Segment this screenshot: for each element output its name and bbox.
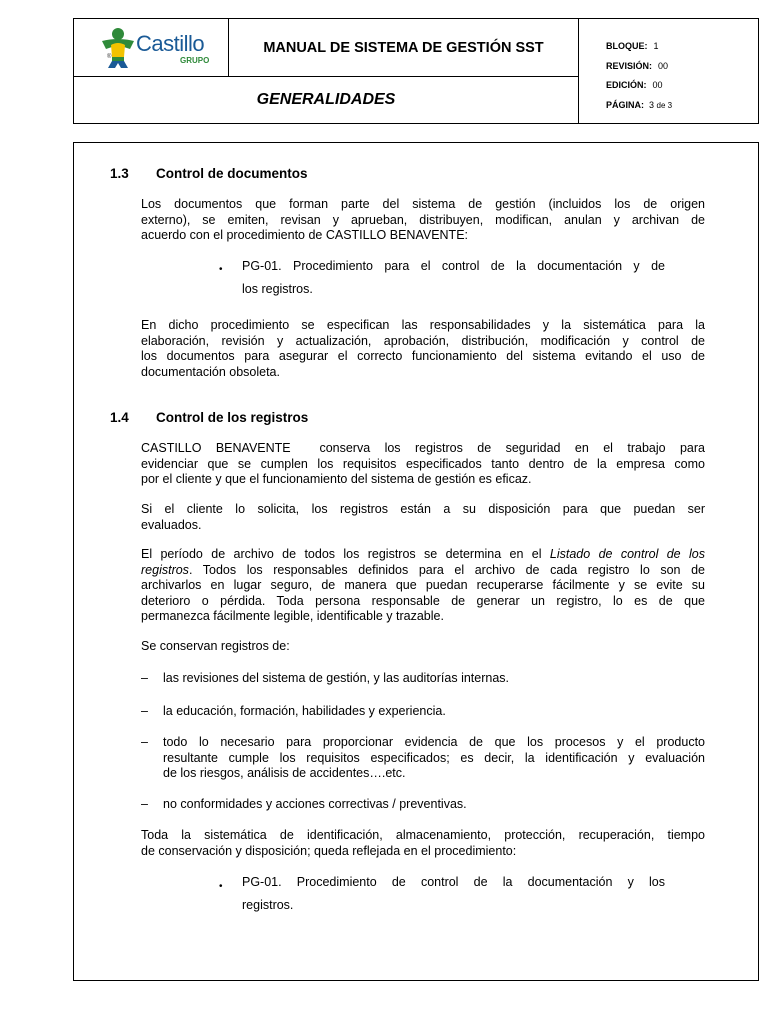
section-1-4-paragraph-2: Si el cliente lo solicita, los registros están a su disposición para que puedan ser evaluados. bbox=[141, 502, 705, 532]
castillo-logo bbox=[98, 27, 213, 71]
bullet-marker: • bbox=[219, 264, 223, 275]
section-heading-1-3: 1.3 Control de documentos bbox=[110, 166, 308, 181]
section-1-3-paragraph-2: En dicho procedimiento se especifican las responsabilidades y la sistemática para la elaboración, revisión y actualización, aprobación, distribución, modificación y control de los documentos para asegurar el correcto funcionamiento del sistema evitando el uso de documentación obsoleta. bbox=[141, 318, 705, 379]
manual-subtitle: GENERALIDADES bbox=[74, 77, 579, 123]
section-1-4-paragraph-1: CASTILLO BENAVENTE conserva los registros de seguridad en el trabajo para evidenciar que se cumplen los requisitos especificados tanto dentro de la empresa como por el cliente y que el funcionamiento del sistema de gestión es eficaz. bbox=[141, 441, 705, 486]
logo-text: Castillo bbox=[136, 31, 205, 56]
dash-marker: – bbox=[141, 671, 148, 685]
dash-marker: – bbox=[141, 797, 148, 811]
dash-marker: – bbox=[141, 735, 148, 749]
document-header bbox=[73, 18, 759, 124]
dash-item-3: todo lo necesario para proporcionar evidencia de que los procesos y el producto resultante cumple los requisitos especificados; es decir, la identificación y evaluación de los riesgos, análisis de accidentes….etc. bbox=[163, 735, 705, 780]
logo-cell bbox=[74, 19, 229, 77]
section-1-3-bullet: PG-01. Procedimiento para el control de la documentación y de los registros. bbox=[242, 259, 665, 296]
meta-bloque: BLOQUE: 1 bbox=[606, 41, 659, 51]
dash-item-2: la educación, formación, habilidades y experiencia. bbox=[163, 704, 446, 718]
castillo-figure-icon bbox=[98, 27, 138, 69]
section-1-4-paragraph-5: Toda la sistemática de identificación, almacenamiento, protección, recuperación, tiempo de conservación y disposición; queda reflejada en el procedimiento: bbox=[141, 828, 705, 858]
registered-mark: ® bbox=[107, 54, 112, 60]
section-1-4-bullet: PG-01. Procedimiento de control de la documentación y los registros. bbox=[242, 875, 665, 912]
meta-edicion: EDICIÓN: 00 bbox=[606, 80, 663, 90]
dash-marker: – bbox=[141, 704, 148, 718]
document-meta bbox=[579, 19, 759, 123]
dash-item-1: las revisiones del sistema de gestión, y las auditorías internas. bbox=[163, 671, 510, 685]
bullet-marker: • bbox=[219, 881, 223, 892]
section-1-4-paragraph-4: Se conservan registros de: bbox=[141, 639, 290, 653]
listado-control-reference: Listado de control de los bbox=[549, 547, 705, 561]
section-heading-1-4: 1.4 Control de los registros bbox=[110, 410, 309, 425]
dash-item-4: no conformidades y acciones correctivas / preventivas. bbox=[163, 797, 467, 811]
section-1-4-paragraph-3: El período de archivo de todos los registros se determina en el Listado de control de los registros. Todos los responsables definidos para el archivo de cada registro lo son de archivarlos en lugar seguro, de manera que puedan recuperarse fácilmente y se evite su deterioro o pérdida. Toda persona responsable de generar un registro, lo es de que permanezca fácilmente legible, identificable y trazable. bbox=[141, 547, 705, 623]
section-1-3-intro: Los documentos que forman parte del sistema de gestión (incluidos los de origen externo), se emiten, revisan y aprueban, distribuyen, modifican, anulan y archivan de acuerdo con el procedimiento de CASTILLO BENAVENTE: bbox=[141, 197, 705, 242]
manual-title: MANUAL DE SISTEMA DE GESTIÓN SST bbox=[229, 19, 579, 77]
meta-revision: REVISIÓN: 00 bbox=[606, 60, 669, 71]
logo-grupo: GRUPO bbox=[180, 56, 210, 65]
meta-pagina: PÁGINA: 3 de 3 bbox=[606, 99, 673, 110]
